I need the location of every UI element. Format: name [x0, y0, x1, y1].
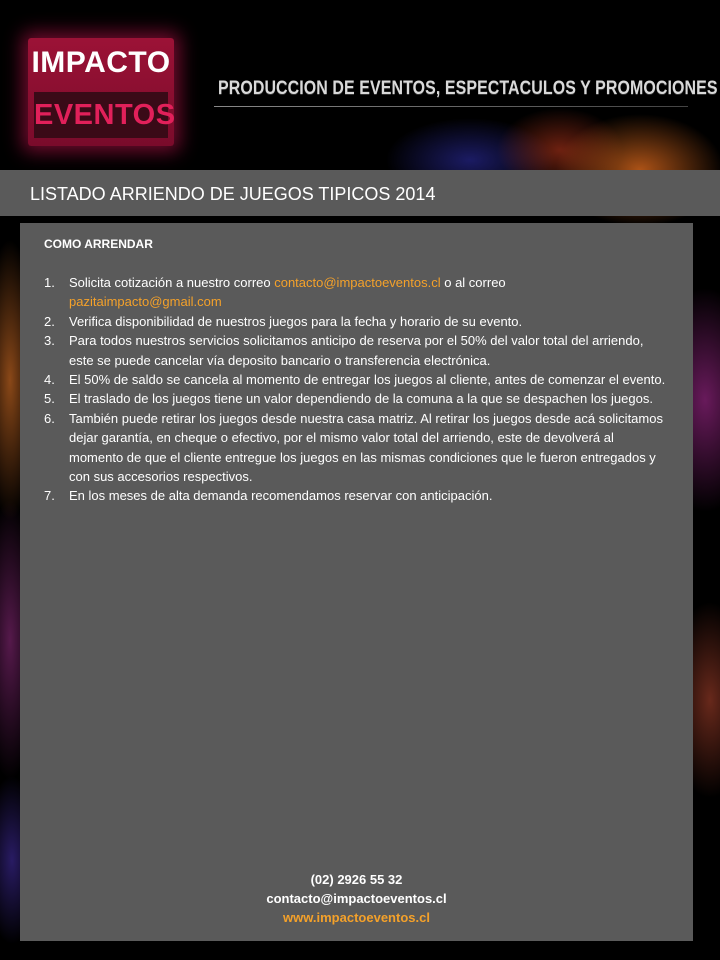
step-number: 5.: [44, 391, 55, 407]
step-number: 4.: [44, 372, 55, 388]
list-item: [44, 331, 666, 370]
section-heading: COMO ARRENDAR: [44, 237, 153, 251]
list-item: [44, 312, 666, 331]
step-number: 1.: [44, 275, 55, 290]
step-text: o al correo: [440, 275, 506, 290]
tagline-divider: [214, 106, 688, 107]
impacto-eventos-logo: [28, 38, 174, 146]
gmail-email-link[interactable]: pazitaimpacto@gmail.com: [69, 294, 222, 310]
step-number: 6.: [44, 410, 55, 426]
list-item: [44, 370, 666, 389]
step-number: 3.: [44, 333, 55, 349]
step-text: Verifica disponibilidad de nuestros juegos para la fecha y horario de su evento.: [69, 313, 523, 329]
page-title: LISTADO ARRIENDO DE JUEGOS TIPICOS 2014: [30, 184, 436, 204]
list-item: [44, 409, 666, 487]
logo-top-text: IMPACTO: [31, 46, 171, 79]
step-text: En los meses de alta demanda recomendamos reservar con anticipación.: [69, 488, 493, 504]
step-text: El traslado de los juegos tiene un valor dependiendo de la comuna a la que se despachen los juegos.: [69, 391, 653, 407]
header-tagline: PRODUCCION DE EVENTOS, ESPECTACULOS Y PROMOCIONES: [218, 78, 718, 99]
contact-email-link[interactable]: contacto@impactoeventos.cl: [274, 275, 441, 290]
footer-phone: (02) 2926 55 32: [310, 872, 403, 887]
step-text: Solicita cotización a nuestro correo: [69, 275, 275, 290]
footer-email[interactable]: contacto@impactoeventos.cl: [266, 891, 447, 906]
list-item: [44, 389, 666, 408]
contact-footer: [20, 870, 693, 927]
step-text: Para todos nuestros servicios solicitamos anticipo de reserva por el 50% del valor total del arriendo, este se puede cancelar vía deposito bancario o transferencia electrónica.: [69, 333, 644, 368]
step-number: 2.: [44, 313, 55, 329]
logo-bottom-text: EVENTOS: [34, 92, 168, 138]
step-text: También puede retirar los juegos desde nuestra casa matriz. Al retirar los juegos desde acá solicitamos dejar garantía, en cheque o efectivo, por el mismo valor total del arriendo, este de devolverá al momento de que el cliente entregue los juegos en las mismas condiciones que le fueron entregados y con sus accesorios respectivos.: [69, 410, 663, 485]
steps-list: [44, 273, 666, 506]
step-text: El 50% de saldo se cancela al momento de entregar los juegos al cliente, antes de comenzar el evento.: [69, 372, 666, 388]
list-item: [44, 273, 666, 312]
footer-website-link[interactable]: www.impactoeventos.cl: [283, 910, 430, 925]
list-item: [44, 486, 666, 505]
step-number: 7.: [44, 488, 55, 504]
